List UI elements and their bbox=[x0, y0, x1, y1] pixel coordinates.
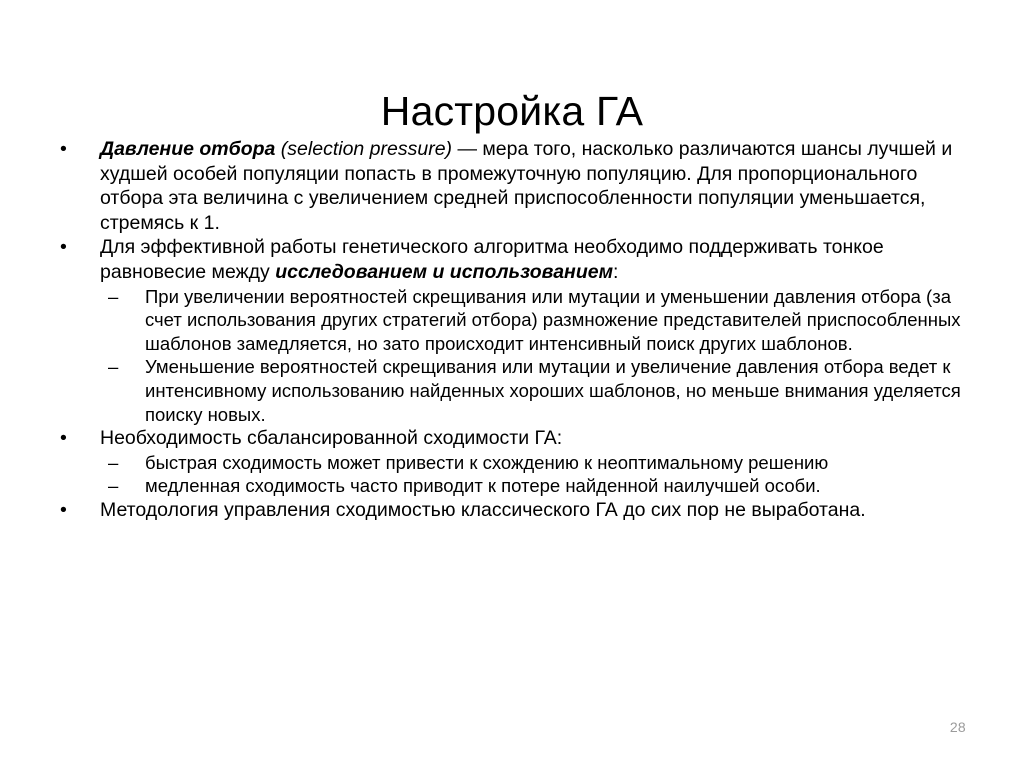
slide-body bbox=[52, 137, 972, 523]
sub-bullet-text: При увеличении вероятностей скрещивания или мутации и уменьшении давления отбора (за счет использования других стратегий отбора) размножение представителей приспособленных шаблонов замедляется, но зато происходит интенсивный поиск других шаблонов. bbox=[145, 285, 961, 354]
page-title: Настройка ГА bbox=[380, 88, 644, 135]
bullet-list-level-2 bbox=[100, 451, 972, 498]
dash-icon: – bbox=[108, 285, 119, 307]
dash-icon: – bbox=[108, 475, 119, 497]
bullet-text: Методология управления сходимостью классического ГА до сих пор не выработана. bbox=[100, 498, 866, 521]
bullet-icon: • bbox=[60, 138, 67, 160]
bullet-text bbox=[100, 236, 884, 283]
list-item bbox=[100, 285, 972, 356]
list-item bbox=[52, 498, 972, 523]
list-item bbox=[100, 355, 972, 426]
bullet-list-level-2 bbox=[100, 285, 972, 427]
sub-bullet-text: быстрая сходимость может привести к схождению к неоптимальному решению bbox=[145, 451, 829, 473]
bullet-term-emphasis: Давление отбора bbox=[100, 138, 276, 160]
bullet-list-level-1 bbox=[52, 498, 972, 523]
dash-icon: – bbox=[108, 451, 119, 473]
bullet-text bbox=[100, 138, 952, 234]
sub-bullet-text: медленная сходимость часто приводит к потере найденной наилучшей особи. bbox=[145, 475, 821, 497]
bullet-text-part-2: : bbox=[613, 260, 619, 283]
bullet-text: Необходимость сбалансированной сходимости ГА: bbox=[100, 427, 563, 450]
bullet-icon: • bbox=[60, 236, 67, 259]
list-item bbox=[52, 235, 972, 284]
list-item bbox=[52, 137, 972, 235]
sub-bullet-text: Уменьшение вероятностей скрещивания или мутации и увеличение давления отбора ведет к интенсивному использованию найденных хороших шаблонов, но меньше внимания уделяется поиску новых. bbox=[145, 356, 961, 425]
list-item bbox=[100, 451, 972, 475]
bullet-icon: • bbox=[60, 427, 67, 450]
list-item bbox=[100, 474, 972, 498]
bullet-text-emphasis: исследованием и использованием bbox=[275, 260, 614, 283]
list-item bbox=[52, 426, 972, 451]
dash-icon: – bbox=[108, 356, 119, 378]
bullet-icon: • bbox=[60, 498, 67, 521]
bullet-term-translation: (selection pressure) bbox=[280, 138, 453, 160]
bullet-list-level-1 bbox=[52, 137, 972, 285]
bullet-text-part-1: Для эффективной работы генетического алгоритма необходимо поддерживать тонкое равновесие между bbox=[100, 236, 884, 283]
bullet-body-text: — мера того, насколько различаются шансы лучшей и худшей особей популяции попасть в промежуточную популяцию. Для пропорционального отбора эта величина с увеличением средней приспособленности популяции уменьшается, стремясь к 1. bbox=[100, 138, 953, 234]
page-number: 28 bbox=[949, 719, 966, 735]
bullet-list-level-1 bbox=[52, 426, 972, 451]
